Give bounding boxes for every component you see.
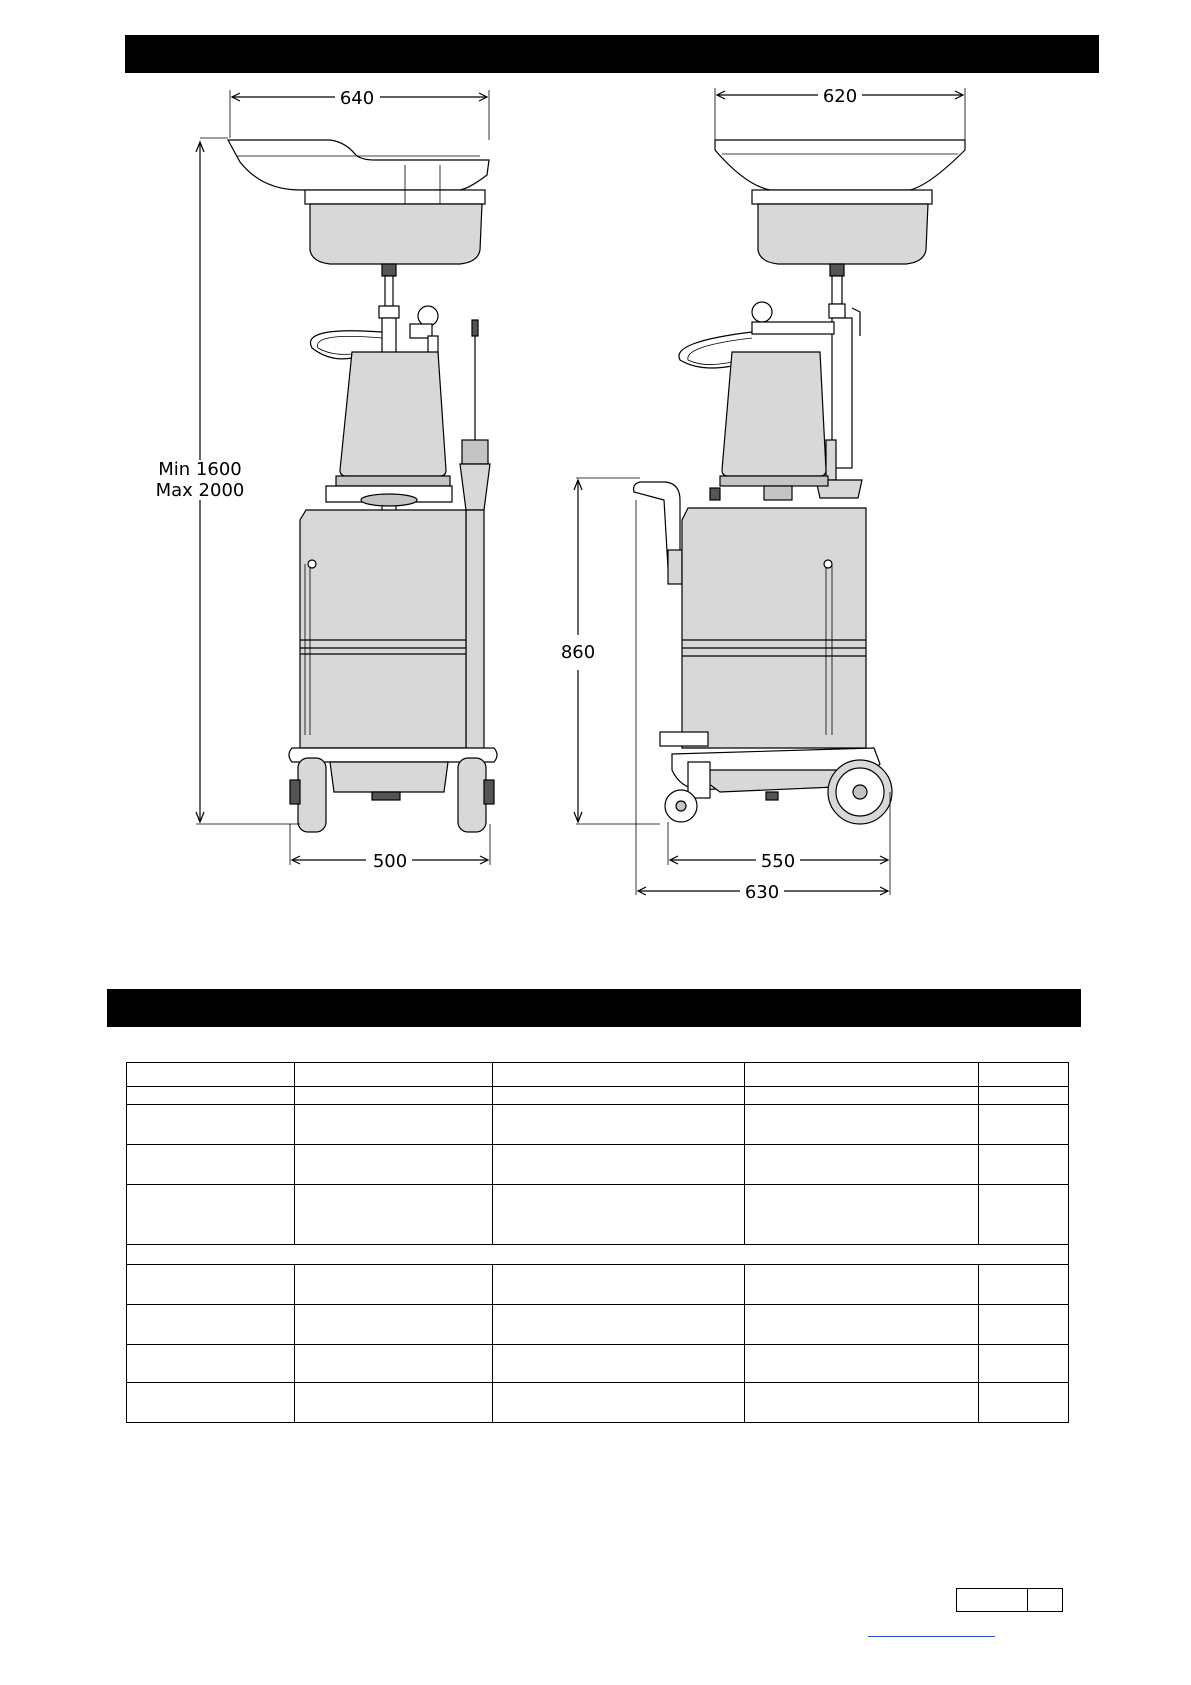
table-row <box>127 1145 1069 1185</box>
dimension-side-height-tank: 860 <box>560 642 596 663</box>
section-header-bar-specifications <box>107 989 1081 1027</box>
page-number-box-right <box>1027 1589 1062 1611</box>
technical-drawing <box>0 80 1191 900</box>
table-row <box>127 1087 1069 1105</box>
front-view <box>156 88 497 872</box>
dimension-side-depth-total: 630 <box>744 882 780 900</box>
dimension-side-width-top: 620 <box>822 86 858 107</box>
page-number-box <box>956 1588 1063 1612</box>
table-row <box>127 1265 1069 1305</box>
table-row <box>127 1305 1069 1345</box>
table-group-row <box>127 1245 1069 1265</box>
table-row <box>127 1105 1069 1145</box>
table-row <box>127 1345 1069 1383</box>
page-number-box-left <box>957 1589 1027 1611</box>
section-header-bar-dimensions <box>125 35 1099 73</box>
table-row <box>127 1185 1069 1245</box>
specification-table <box>126 1062 1069 1423</box>
dimension-front-width-top: 640 <box>339 88 375 109</box>
table-row <box>127 1383 1069 1423</box>
dimension-side-depth-base: 550 <box>760 851 796 872</box>
footer-link[interactable] <box>868 1636 995 1637</box>
side-view <box>561 86 965 900</box>
dimension-front-height-max: Max 2000 <box>155 480 245 501</box>
table-row <box>127 1063 1069 1087</box>
dimension-front-width-base: 500 <box>372 851 408 872</box>
dimension-front-height-min: Min 1600 <box>158 459 242 480</box>
